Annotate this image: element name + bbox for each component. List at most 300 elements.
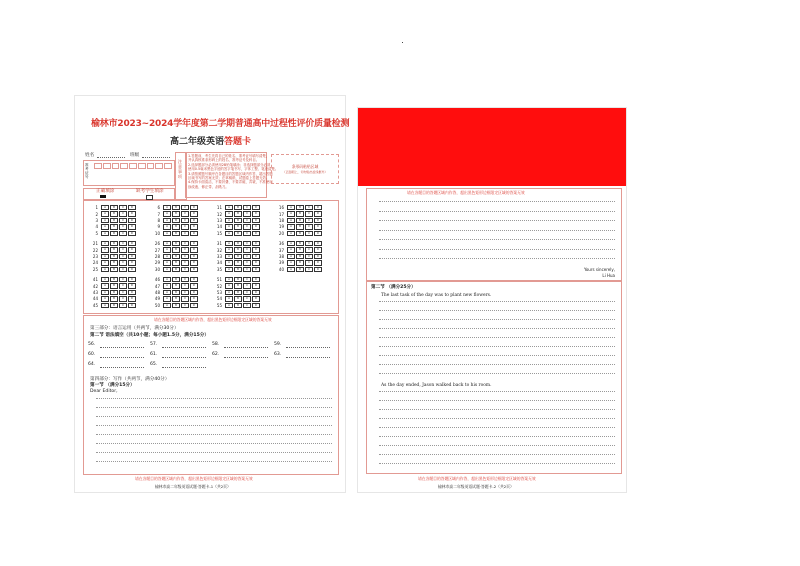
choice-bubble-b[interactable]: B (110, 231, 118, 236)
choice-bubble-a[interactable]: A (287, 211, 295, 216)
choice-bubble-c[interactable]: C (119, 296, 127, 301)
choice-bubble-c[interactable]: C (243, 211, 251, 216)
choice-bubble-a[interactable]: A (101, 205, 109, 210)
writing-line[interactable] (379, 230, 615, 231)
writing-line[interactable] (379, 258, 615, 259)
choice-bubble-d[interactable]: D (190, 241, 198, 246)
blank-answer-line[interactable] (100, 367, 144, 368)
choice-bubble-c[interactable]: C (243, 218, 251, 223)
choice-bubble-b[interactable]: B (234, 247, 242, 252)
choice-bubble-c[interactable]: C (119, 290, 127, 295)
choice-bubble-a[interactable]: A (225, 224, 233, 229)
choice-bubble-b[interactable]: B (296, 218, 304, 223)
choice-bubble-b[interactable]: B (172, 218, 180, 223)
writing-line[interactable] (96, 461, 332, 462)
choice-bubble-c[interactable]: C (119, 303, 127, 308)
choice-bubble-a[interactable]: A (163, 260, 171, 265)
choice-bubble-c[interactable]: C (305, 260, 313, 265)
choice-bubble-a[interactable]: A (225, 247, 233, 252)
choice-bubble-b[interactable]: B (172, 290, 180, 295)
choice-bubble-a[interactable]: A (163, 296, 171, 301)
letter-continuation-area (366, 188, 622, 282)
choice-bubble-d[interactable]: D (128, 254, 136, 259)
writing-line[interactable] (96, 398, 332, 399)
choice-bubble-c[interactable]: C (119, 267, 127, 272)
choice-bubble-a[interactable]: A (101, 283, 109, 288)
name-field[interactable] (97, 157, 125, 158)
writing-line[interactable] (96, 407, 332, 408)
choice-bubble-d[interactable]: D (190, 218, 198, 223)
choice-bubble-a[interactable]: A (163, 283, 171, 288)
choice-bubble-d[interactable]: D (252, 296, 260, 301)
choice-bubble-d[interactable]: D (314, 211, 322, 216)
choice-bubble-c[interactable]: C (181, 283, 189, 288)
choice-bubble-c[interactable]: C (119, 283, 127, 288)
choice-bubble-a[interactable]: A (225, 283, 233, 288)
choice-bubble-d[interactable]: D (190, 290, 198, 295)
writing-line[interactable] (379, 463, 615, 464)
exam-number-grid[interactable] (83, 160, 175, 186)
choice-bubble-b[interactable]: B (234, 211, 242, 216)
blank-answer-line[interactable] (100, 347, 144, 348)
writing-line[interactable] (379, 445, 615, 446)
choice-bubble-a[interactable]: A (163, 231, 171, 236)
choice-bubble-b[interactable]: B (172, 247, 180, 252)
choice-bubble-c[interactable]: C (243, 247, 251, 252)
choice-bubble-d[interactable]: D (190, 267, 198, 272)
choice-bubble-a[interactable]: A (101, 290, 109, 295)
choice-bubble-d[interactable]: D (252, 290, 260, 295)
choice-bubble-a[interactable]: A (287, 247, 295, 252)
choice-bubble-a[interactable]: A (163, 218, 171, 223)
choice-bubble-c[interactable]: C (181, 267, 189, 272)
choice-bubble-a[interactable]: A (101, 260, 109, 265)
writing-line[interactable] (379, 201, 615, 202)
choice-bubble-c[interactable]: C (181, 205, 189, 210)
choice-bubble-d[interactable]: D (252, 277, 260, 282)
writing-line[interactable] (379, 418, 615, 419)
writing-line[interactable] (379, 436, 615, 437)
choice-bubble-d[interactable]: D (190, 277, 198, 282)
writing-line[interactable] (379, 249, 615, 250)
choice-bubble-d[interactable]: D (128, 296, 136, 301)
writing-line[interactable] (96, 452, 332, 453)
choice-bubble-b[interactable]: B (110, 303, 118, 308)
choice-bubble-b[interactable]: B (172, 205, 180, 210)
writing-line[interactable] (379, 211, 615, 212)
class-label: 班级 (130, 153, 140, 158)
choice-bubble-d[interactable]: D (190, 205, 198, 210)
choice-bubble-d[interactable]: D (252, 247, 260, 252)
choice-bubble-c[interactable]: C (181, 260, 189, 265)
choice-bubble-c[interactable]: C (119, 211, 127, 216)
choice-bubble-c[interactable]: C (181, 290, 189, 295)
blank-answer-line[interactable] (286, 347, 330, 348)
choice-bubble-c[interactable]: C (243, 231, 251, 236)
blank-answer-line[interactable] (162, 347, 206, 348)
writing-line[interactable] (379, 400, 615, 401)
choice-bubble-c[interactable]: C (243, 283, 251, 288)
question-number: 12 (216, 211, 222, 217)
choice-bubble-a[interactable]: A (225, 290, 233, 295)
choice-bubble-d[interactable]: D (190, 247, 198, 252)
choice-bubble-d[interactable]: D (252, 303, 260, 308)
writing-line[interactable] (96, 416, 332, 417)
writing-line[interactable] (379, 427, 615, 428)
choice-bubble-b[interactable]: B (234, 218, 242, 223)
blank-answer-line[interactable] (224, 357, 268, 358)
choice-bubble-c[interactable]: C (243, 205, 251, 210)
choice-bubble-d[interactable]: D (128, 211, 136, 216)
notice-line: 2.选择题部分必须使用2B铅笔填涂；非选择题部分必须 (188, 162, 271, 167)
choice-bubble-d[interactable]: D (128, 241, 136, 246)
question-number: 23 (92, 253, 98, 259)
question-row-55 (214, 303, 260, 308)
writing-line[interactable] (379, 373, 615, 374)
choice-bubble-d[interactable]: D (128, 290, 136, 295)
choice-bubble-a[interactable]: A (287, 241, 295, 246)
choice-bubble-a[interactable]: A (225, 211, 233, 216)
choice-bubble-a[interactable]: A (287, 205, 295, 210)
choice-bubble-c[interactable]: C (305, 205, 313, 210)
choice-bubble-b[interactable]: B (172, 267, 180, 272)
question-number: 54 (216, 296, 222, 302)
choice-bubble-a[interactable]: A (101, 254, 109, 259)
choice-bubble-b[interactable]: B (110, 205, 118, 210)
choice-bubble-a[interactable]: A (163, 254, 171, 259)
barcode-label: 条形码粘贴区域 (291, 164, 319, 169)
question-row-45 (90, 303, 136, 308)
choice-bubble-d[interactable]: D (128, 277, 136, 282)
choice-bubble-b[interactable]: B (172, 254, 180, 259)
choice-bubble-c[interactable]: C (181, 224, 189, 229)
choice-bubble-a[interactable]: A (225, 205, 233, 210)
writing-line[interactable] (379, 409, 615, 410)
choice-bubble-b[interactable]: B (110, 290, 118, 295)
choice-bubble-c[interactable]: C (181, 247, 189, 252)
choice-bubble-a[interactable]: A (163, 290, 171, 295)
choice-bubble-d[interactable]: D (314, 260, 322, 265)
question-row-26 (152, 241, 198, 246)
question-row-11 (214, 205, 260, 210)
writing-line[interactable] (379, 310, 615, 311)
choice-bubble-c[interactable]: C (243, 303, 251, 308)
writing-line[interactable] (96, 425, 332, 426)
part3-title: 第三部分：语言运用（共两节，满分30分） (90, 326, 179, 331)
choice-bubble-b[interactable]: B (296, 231, 304, 236)
choice-bubble-a[interactable]: A (101, 231, 109, 236)
choice-bubble-a[interactable]: A (101, 224, 109, 229)
choice-bubble-b[interactable]: B (296, 211, 304, 216)
choice-bubble-a[interactable]: A (101, 211, 109, 216)
choice-bubble-a[interactable]: A (163, 241, 171, 246)
choice-bubble-c[interactable]: C (119, 247, 127, 252)
choice-bubble-d[interactable]: D (252, 205, 260, 210)
choice-bubble-d[interactable]: D (314, 241, 322, 246)
choice-bubble-b[interactable]: B (172, 277, 180, 282)
choice-bubble-c[interactable]: C (305, 224, 313, 229)
class-field[interactable] (142, 157, 170, 158)
choice-bubble-b[interactable]: B (234, 260, 242, 265)
absent-checkbox[interactable] (146, 195, 153, 200)
writing-line[interactable] (379, 220, 615, 221)
choice-bubble-b[interactable]: B (110, 218, 118, 223)
choice-bubble-c[interactable]: C (119, 231, 127, 236)
writing-line[interactable] (96, 443, 332, 444)
choice-bubble-d[interactable]: D (190, 303, 198, 308)
choice-bubble-c[interactable]: C (243, 277, 251, 282)
choice-bubble-a[interactable]: A (287, 218, 295, 223)
choice-bubble-c[interactable]: C (305, 218, 313, 223)
question-row-20 (276, 231, 322, 236)
choice-bubble-a[interactable]: A (225, 254, 233, 259)
choice-bubble-d[interactable]: D (128, 231, 136, 236)
notice-line: 并认真核准条形码上的姓名、准考证号及科目。 (188, 158, 260, 163)
question-row-37 (276, 247, 322, 252)
choice-bubble-a[interactable]: A (101, 241, 109, 246)
choice-bubble-d[interactable]: D (128, 283, 136, 288)
choice-bubble-b[interactable]: B (234, 303, 242, 308)
choice-bubble-a[interactable]: A (101, 218, 109, 223)
choice-bubble-c[interactable]: C (243, 296, 251, 301)
choice-bubble-b[interactable]: B (110, 224, 118, 229)
choice-bubble-c[interactable]: C (119, 205, 127, 210)
question-number: 2 (95, 211, 98, 217)
choice-bubble-b[interactable]: B (110, 211, 118, 216)
choice-bubble-d[interactable]: D (314, 224, 322, 229)
writing-line[interactable] (379, 391, 615, 392)
blank-answer-line[interactable] (100, 357, 144, 358)
choice-bubble-c[interactable]: C (119, 224, 127, 229)
choice-bubble-c[interactable]: C (181, 303, 189, 308)
section2-title: 第二节 （满分25分） (371, 285, 416, 290)
choice-bubble-d[interactable]: D (314, 247, 322, 252)
page-footer: 榆林市高二年级英语试题·答题卡-1（共2页） (155, 484, 231, 489)
choice-bubble-d[interactable]: D (128, 267, 136, 272)
writing-line[interactable] (379, 364, 615, 365)
choice-bubble-d[interactable]: D (128, 303, 136, 308)
blank-answer-line[interactable] (286, 357, 330, 358)
choice-bubble-b[interactable]: B (172, 260, 180, 265)
choice-bubble-a[interactable]: A (225, 296, 233, 301)
writing-line[interactable] (379, 319, 615, 320)
choice-bubble-b[interactable]: B (234, 290, 242, 295)
choice-bubble-a[interactable]: A (287, 231, 295, 236)
choice-bubble-d[interactable]: D (314, 218, 322, 223)
choice-bubble-a[interactable]: A (287, 224, 295, 229)
choice-bubble-b[interactable]: B (110, 267, 118, 272)
choice-bubble-d[interactable]: D (314, 205, 322, 210)
choice-bubble-b[interactable]: B (234, 231, 242, 236)
choice-bubble-d[interactable]: D (314, 231, 322, 236)
choice-bubble-b[interactable]: B (110, 254, 118, 259)
choice-bubble-c[interactable]: C (243, 254, 251, 259)
choice-bubble-d[interactable]: D (190, 211, 198, 216)
choice-bubble-d[interactable]: D (128, 218, 136, 223)
choice-bubble-b[interactable]: B (234, 241, 242, 246)
choice-bubble-d[interactable]: D (252, 254, 260, 259)
choice-bubble-c[interactable]: C (119, 260, 127, 265)
blank-label: 64. (88, 362, 96, 367)
choice-bubble-a[interactable]: A (163, 267, 171, 272)
choice-bubble-d[interactable]: D (314, 254, 322, 259)
choice-bubble-b[interactable]: B (234, 283, 242, 288)
choice-bubble-a[interactable]: A (225, 218, 233, 223)
choice-bubble-a[interactable]: A (225, 277, 233, 282)
choice-bubble-d[interactable]: D (190, 254, 198, 259)
choice-bubble-a[interactable]: A (163, 205, 171, 210)
question-row-13 (214, 218, 260, 223)
choice-bubble-c[interactable]: C (305, 211, 313, 216)
choice-bubble-c[interactable]: C (181, 241, 189, 246)
choice-bubble-d[interactable]: D (314, 267, 322, 272)
choice-bubble-c[interactable]: C (305, 231, 313, 236)
blank-answer-line[interactable] (162, 357, 206, 358)
choice-bubble-c[interactable]: C (305, 254, 313, 259)
choice-bubble-c[interactable]: C (119, 254, 127, 259)
question-row-36 (276, 241, 322, 246)
writing-line[interactable] (379, 239, 615, 240)
barcode-area (271, 154, 339, 184)
choice-bubble-c[interactable]: C (181, 211, 189, 216)
question-number: 20 (278, 230, 284, 236)
choice-bubble-a[interactable]: A (225, 303, 233, 308)
choice-bubble-a[interactable]: A (101, 303, 109, 308)
choice-bubble-d[interactable]: D (252, 267, 260, 272)
choice-bubble-d[interactable]: D (128, 260, 136, 265)
choice-bubble-b[interactable]: B (110, 296, 118, 301)
choice-bubble-d[interactable]: D (128, 205, 136, 210)
choice-bubble-a[interactable]: A (101, 247, 109, 252)
question-number: 33 (216, 253, 222, 259)
blank-answer-line[interactable] (162, 367, 206, 368)
choice-bubble-c[interactable]: C (243, 224, 251, 229)
choice-bubble-c[interactable]: C (243, 260, 251, 265)
choice-bubble-b[interactable]: B (296, 254, 304, 259)
blank-answer-line[interactable] (224, 347, 268, 348)
choice-bubble-c[interactable]: C (181, 231, 189, 236)
choice-bubble-b[interactable]: B (234, 296, 242, 301)
choice-bubble-b[interactable]: B (172, 241, 180, 246)
choice-bubble-a[interactable]: A (225, 241, 233, 246)
choice-bubble-a[interactable]: A (163, 303, 171, 308)
choice-bubble-c[interactable]: C (181, 277, 189, 282)
choice-bubble-c[interactable]: C (305, 267, 313, 272)
choice-bubble-c[interactable]: C (181, 254, 189, 259)
choice-bubble-b[interactable]: B (234, 224, 242, 229)
writing-line[interactable] (379, 328, 615, 329)
choice-bubble-d[interactable]: D (190, 283, 198, 288)
choice-bubble-b[interactable]: B (110, 277, 118, 282)
writing-line[interactable] (379, 346, 615, 347)
choice-bubble-b[interactable]: B (172, 283, 180, 288)
choice-bubble-c[interactable]: C (243, 267, 251, 272)
mcq-area (83, 200, 339, 314)
choice-bubble-c[interactable]: C (243, 241, 251, 246)
choice-bubble-c[interactable]: C (119, 218, 127, 223)
choice-bubble-d[interactable]: D (252, 211, 260, 216)
choice-bubble-d[interactable]: D (190, 296, 198, 301)
choice-bubble-a[interactable]: A (101, 277, 109, 282)
choice-bubble-c[interactable]: C (181, 296, 189, 301)
choice-bubble-b[interactable]: B (234, 277, 242, 282)
choice-bubble-b[interactable]: B (172, 224, 180, 229)
question-number: 42 (92, 283, 98, 289)
paragraph2-start: As the day ended, Jason walked back to his room. (381, 383, 492, 388)
choice-bubble-d[interactable]: D (252, 260, 260, 265)
choice-bubble-d[interactable]: D (252, 224, 260, 229)
choice-bubble-d[interactable]: D (252, 231, 260, 236)
choice-bubble-b[interactable]: B (110, 247, 118, 252)
question-row-27 (152, 247, 198, 252)
choice-bubble-b[interactable]: B (296, 224, 304, 229)
choice-bubble-b[interactable]: B (234, 205, 242, 210)
question-row-32 (214, 247, 260, 252)
choice-bubble-b[interactable]: B (172, 296, 180, 301)
choice-bubble-a[interactable]: A (225, 267, 233, 272)
choice-bubble-b[interactable]: B (296, 267, 304, 272)
choice-bubble-b[interactable]: B (296, 260, 304, 265)
choice-bubble-d[interactable]: D (252, 241, 260, 246)
choice-bubble-b[interactable]: B (234, 267, 242, 272)
choice-bubble-a[interactable]: A (287, 267, 295, 272)
choice-bubble-d[interactable]: D (252, 283, 260, 288)
choice-bubble-d[interactable]: D (190, 224, 198, 229)
choice-bubble-c[interactable]: C (305, 247, 313, 252)
choice-bubble-a[interactable]: A (287, 254, 295, 259)
choice-bubble-a[interactable]: A (101, 267, 109, 272)
choice-bubble-d[interactable]: D (190, 231, 198, 236)
choice-bubble-a[interactable]: A (225, 260, 233, 265)
writing-line[interactable] (96, 434, 332, 435)
notice-label: 注意事项 (178, 159, 182, 179)
question-row-44 (90, 296, 136, 301)
choice-bubble-d[interactable]: D (128, 224, 136, 229)
choice-bubble-b[interactable]: B (110, 241, 118, 246)
choice-bubble-d[interactable]: D (190, 260, 198, 265)
choice-bubble-a[interactable]: A (163, 211, 171, 216)
choice-bubble-d[interactable]: D (252, 218, 260, 223)
choice-bubble-c[interactable]: C (119, 277, 127, 282)
choice-bubble-b[interactable]: B (296, 247, 304, 252)
answer-sheet-page-1 (75, 96, 350, 492)
choice-bubble-d[interactable]: D (128, 247, 136, 252)
question-row-50 (152, 303, 198, 308)
writing-line[interactable] (379, 454, 615, 455)
choice-bubble-b[interactable]: B (234, 254, 242, 259)
choice-bubble-b[interactable]: B (296, 241, 304, 246)
choice-bubble-b[interactable]: B (172, 231, 180, 236)
choice-bubble-c[interactable]: C (243, 290, 251, 295)
choice-bubble-b[interactable]: B (172, 211, 180, 216)
choice-bubble-a[interactable]: A (101, 296, 109, 301)
choice-bubble-b[interactable]: B (110, 260, 118, 265)
choice-bubble-a[interactable]: A (225, 231, 233, 236)
choice-bubble-b[interactable]: B (172, 303, 180, 308)
choice-bubble-b[interactable]: B (110, 283, 118, 288)
choice-bubble-c[interactable]: C (119, 241, 127, 246)
choice-bubble-a[interactable]: A (163, 224, 171, 229)
writing-line[interactable] (379, 301, 615, 302)
choice-bubble-b[interactable]: B (296, 205, 304, 210)
choice-bubble-a[interactable]: A (163, 247, 171, 252)
choice-bubble-a[interactable]: A (287, 260, 295, 265)
choice-bubble-a[interactable]: A (163, 277, 171, 282)
writing-line[interactable] (379, 337, 615, 338)
choice-bubble-c[interactable]: C (181, 218, 189, 223)
writing-line[interactable] (379, 355, 615, 356)
choice-bubble-c[interactable]: C (305, 241, 313, 246)
